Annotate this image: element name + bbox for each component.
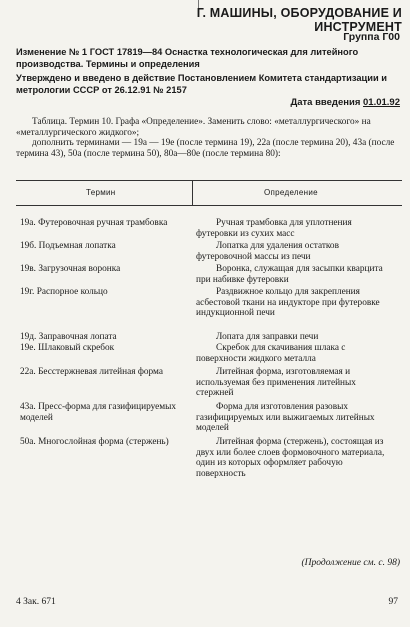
definition-cell: Воронка, служащая для засыпки кварцита при набивке футеровки [196, 264, 383, 285]
term-cell: 50а. Многослойная форма (стержень) [20, 437, 169, 447]
definition-cell: Лопата для заправки печи [216, 332, 319, 342]
definition-cell: Лопатка для удаления остатков футеровочной массы из печи [196, 241, 339, 262]
term-cell: 43а. Пресс-форма для газифицируемых моделей [20, 402, 177, 423]
continuation-note: (Продолжение см. с. 98) [301, 558, 400, 568]
term-cell: 19е. Шлаковый скребок [20, 343, 115, 353]
term-cell: 22а. Бесстержневая литейная форма [20, 367, 163, 377]
table-header-rule [16, 205, 402, 206]
group-label: Группа Г00 [343, 31, 400, 43]
page-number: 97 [388, 597, 398, 607]
intro-paragraph-2: дополнить терминами — 19а — 19е (после термина 19), 22а (после термина 20), 43а (после термина 43), 50а (после термина 50), 80а—80е (после термина 80): [16, 138, 395, 159]
order-number: 4 Зак. 671 [16, 597, 56, 607]
term-cell: 19а. Футеровочная ручная трамбовка [20, 218, 168, 228]
definition-cell: Раздвижное кольцо для закрепления асбестовой ткани на индукторе при футеровке индукционной печи [196, 287, 380, 319]
effective-date-label: Дата введения [290, 97, 361, 108]
definition-cell: Скребок для скачивания шлака с поверхности жидкого металла [196, 343, 346, 364]
effective-date [290, 97, 400, 108]
section-title: Г. МАШИНЫ, ОБОРУДОВАНИЕ И ИНСТРУМЕНТ [196, 6, 402, 34]
definition-cell: Форма для изготовления разовых газифицируемых или выжигаемых литейных моделей [196, 402, 375, 434]
term-cell: 19г. Распорное кольцо [20, 287, 108, 297]
table-column-divider [192, 180, 193, 205]
term-cell: 19д. Заправочная лопата [20, 332, 117, 342]
table-top-rule [16, 180, 402, 181]
column-header-definition: Определение [264, 188, 318, 197]
definition-cell: Литейная форма (стержень), состоящая из двух или более слоев формовочного материала, один из которых оформляет рабочую поверхность [196, 437, 385, 479]
term-cell: 19б. Подъемная лопатка [20, 241, 116, 251]
column-header-terms: Термин [86, 188, 116, 197]
approval-note: Утверждено и введено в действие Постановлением Комитета стандартизации и метрологии СССР от 26.12.91 № 2157 [16, 73, 387, 95]
definition-cell: Ручная трамбовка для уплотнения футеровки из сухих масс [196, 218, 352, 239]
term-cell: 19в. Загрузочная воронка [20, 264, 121, 274]
intro-paragraph-1: Таблица. Термин 10. Графа «Определение». Заменить слово: «металлургического» на «металлургического жидкого»; [16, 117, 371, 138]
amendment-title: Изменение № 1 ГОСТ 17819—84 Оснастка технологическая для литейного производства. Термины и определения [16, 47, 359, 69]
definition-cell: Литейная форма, изготовляемая и используемая без применения литейных стержней [196, 367, 356, 399]
intro-text [16, 117, 400, 159]
effective-date-value: 01.01.92 [363, 97, 400, 108]
